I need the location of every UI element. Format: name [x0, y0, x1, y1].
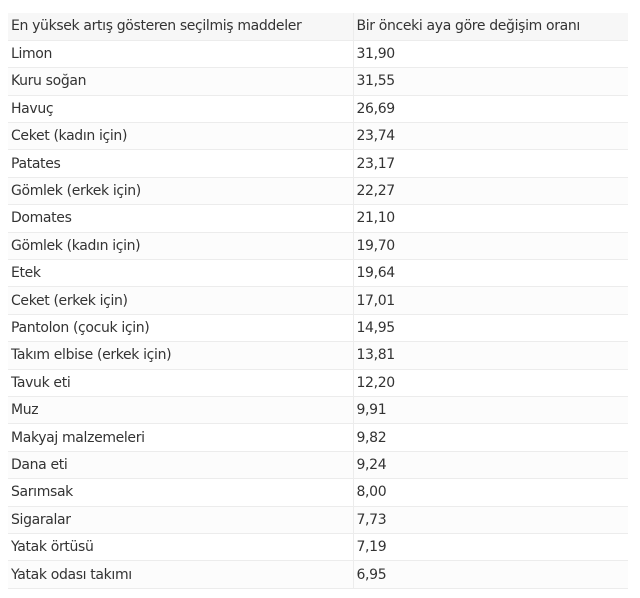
- item-cell: Kuru soğan: [8, 68, 353, 95]
- table-row: [8, 533, 628, 560]
- rate-cell: 14,95: [353, 314, 628, 341]
- rate-cell: 13,81: [353, 342, 628, 369]
- rate-cell: 6,95: [353, 561, 628, 588]
- table-row: [8, 40, 628, 67]
- table-row: [8, 123, 628, 150]
- item-cell: Havuç: [8, 95, 353, 122]
- rate-cell: 7,73: [353, 506, 628, 533]
- item-cell: Limon: [8, 40, 353, 67]
- table-row: [8, 479, 628, 506]
- table-row: [8, 177, 628, 204]
- rate-cell: 9,82: [353, 424, 628, 451]
- table-row: [8, 369, 628, 396]
- rate-cell: 19,64: [353, 260, 628, 287]
- rate-cell: 7,19: [353, 533, 628, 560]
- table-header-row: [8, 13, 628, 40]
- rate-cell: 31,90: [353, 40, 628, 67]
- item-cell: Yatak odası takımı: [8, 561, 353, 588]
- table-row: [8, 232, 628, 259]
- table-row: [8, 260, 628, 287]
- item-cell: Dana eti: [8, 451, 353, 478]
- rate-cell: 9,24: [353, 451, 628, 478]
- header-item: En yüksek artış gösteren seçilmiş maddeler: [8, 13, 353, 40]
- table-row: [8, 396, 628, 423]
- table-row: [8, 95, 628, 122]
- table-row: [8, 342, 628, 369]
- table-row: [8, 451, 628, 478]
- item-cell: Domates: [8, 205, 353, 232]
- rate-cell: 23,74: [353, 123, 628, 150]
- item-cell: Pantolon (çocuk için): [8, 314, 353, 341]
- item-cell: Gömlek (kadın için): [8, 232, 353, 259]
- item-cell: Sigaralar: [8, 506, 353, 533]
- table-row: [8, 424, 628, 451]
- table-row: [8, 561, 628, 588]
- item-cell: Muz: [8, 396, 353, 423]
- header-rate: Bir önceki aya göre değişim oranı: [353, 13, 628, 40]
- rate-cell: 23,17: [353, 150, 628, 177]
- table-row: [8, 150, 628, 177]
- item-cell: Tavuk eti: [8, 369, 353, 396]
- rate-cell: 12,20: [353, 369, 628, 396]
- item-cell: Etek: [8, 260, 353, 287]
- table-row: [8, 205, 628, 232]
- price-change-table: [8, 13, 628, 589]
- item-cell: Gömlek (erkek için): [8, 177, 353, 204]
- rate-cell: 19,70: [353, 232, 628, 259]
- table-row: [8, 506, 628, 533]
- rate-cell: 22,27: [353, 177, 628, 204]
- rate-cell: 31,55: [353, 68, 628, 95]
- rate-cell: 17,01: [353, 287, 628, 314]
- table-row: [8, 314, 628, 341]
- item-cell: Sarımsak: [8, 479, 353, 506]
- rate-cell: 26,69: [353, 95, 628, 122]
- rate-cell: 21,10: [353, 205, 628, 232]
- rate-cell: 8,00: [353, 479, 628, 506]
- item-cell: Yatak örtüsü: [8, 533, 353, 560]
- item-cell: Patates: [8, 150, 353, 177]
- item-cell: Takım elbise (erkek için): [8, 342, 353, 369]
- item-cell: Ceket (kadın için): [8, 123, 353, 150]
- item-cell: Ceket (erkek için): [8, 287, 353, 314]
- table-row: [8, 68, 628, 95]
- rate-cell: 9,91: [353, 396, 628, 423]
- table-row: [8, 287, 628, 314]
- item-cell: Makyaj malzemeleri: [8, 424, 353, 451]
